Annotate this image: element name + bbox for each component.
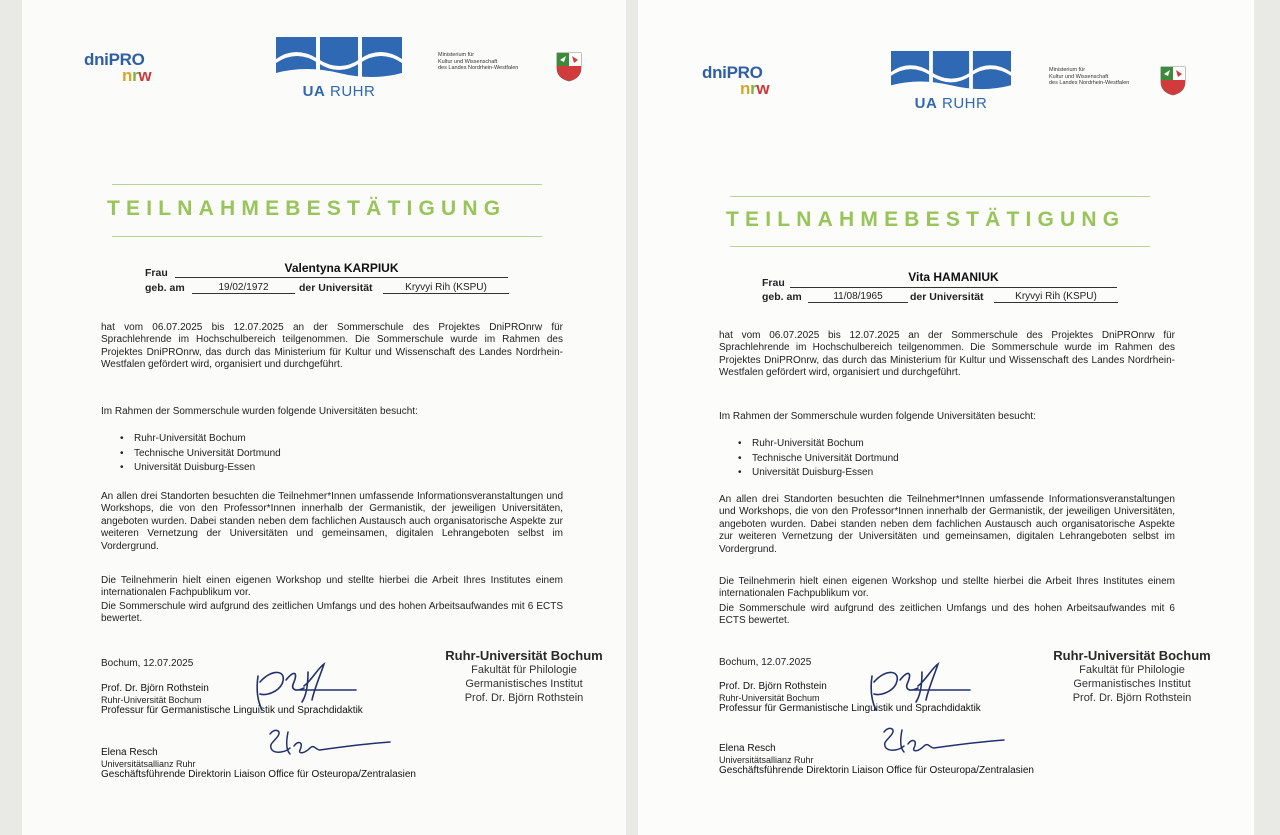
university-value: Kryvyi Rih (KSPU)	[1015, 291, 1097, 302]
signer-2-org: Universitätsallianz Ruhr	[101, 758, 196, 769]
signer-2-role: Geschäftsführende Direktorin Liaison Office für Osteuropa/Zentralasien	[101, 769, 416, 780]
ua-ruhr-logo	[890, 51, 1012, 112]
signer-1-name: Prof. Dr. Björn Rothstein	[101, 683, 209, 694]
signature-resch-icon	[264, 724, 394, 764]
paragraph-participation: hat vom 06.07.2025 bis 12.07.2025 an der Sommerschule des Projektes DniPROnrw für Sprachlehrende im Hochschulbereich teilgenommen. Die Sommerschule wurde im Rahmen des Projektes DniPROnrw, das durch das Ministerium für Kultur und Wissenschaft des Landes Nordrhein-Westfalen gefördert wird, organisiert und durchgeführt.	[101, 322, 563, 371]
paragraph-participation: hat vom 06.07.2025 bis 12.07.2025 an der Sommerschule des Projektes DniPROnrw für Sprachlehrende im Hochschulbereich teilgenommen. Die Sommerschule wurde im Rahmen des Projektes DniPROnrw, das durch das Ministerium für Kultur und Wissenschaft des Landes Nordrhein-Westfalen gefördert wird, organisiert und durchgeführt.	[719, 330, 1175, 379]
dnipro-nrw-logo	[702, 65, 769, 97]
signer-2-org: Universitätsallianz Ruhr	[719, 754, 814, 765]
place-date: Bochum, 12.07.2025	[719, 657, 812, 668]
stamp-line: Fakultät für Philologie	[471, 664, 577, 676]
ua-ruhr-wordmark: UA RUHR	[302, 83, 376, 100]
title-rule-bottom	[112, 236, 542, 237]
signer-1-name: Prof. Dr. Björn Rothstein	[719, 681, 827, 692]
stamp-line: Germanistisches Institut	[1073, 678, 1191, 690]
signer-1-org: Ruhr-Universität Bochum	[719, 692, 820, 703]
stamp-line: Germanistisches Institut	[465, 678, 583, 690]
birthdate-value: 19/02/1972	[218, 282, 269, 293]
signer-2-name: Elena Resch	[101, 747, 158, 758]
certificate-title: TEILNAHMEBESTÄTIGUNG	[107, 197, 507, 220]
paragraph-universities-intro: Im Rahmen der Sommerschule wurden folgende Universitäten besucht:	[101, 406, 418, 417]
certificate-title: TEILNAHMEBESTÄTIGUNG	[726, 208, 1126, 231]
paragraph-universities-intro: Im Rahmen der Sommerschule wurden folgende Universitäten besucht:	[719, 411, 1036, 422]
paragraph-workshop-own: Die Teilnehmerin hielt einen eigenen Workshop und stellte hierbei die Arbeit Ihres Institutes einem internationalen Fachpublikum vor.	[719, 576, 1175, 600]
ministry-logo-text: Ministerium für Kultur und Wissenschaft des Landes Nordrhein-Westfalen	[438, 52, 519, 71]
ua-ruhr-logo	[276, 37, 402, 100]
title-rule-bottom	[730, 246, 1150, 247]
paragraph-workshop-own: Die Teilnehmerin hielt einen eigenen Workshop und stellte hierbei die Arbeit Ihres Institutes einem internationalen Fachpublikum vor.	[101, 575, 563, 599]
list-item: • Universität Duisburg-Essen	[118, 461, 418, 476]
label-geb: geb. am	[762, 291, 802, 303]
signer-1-role: Professur für Germanistische Linguistik und Sprachdidaktik	[719, 703, 981, 714]
list-item: • Universität Duisburg-Essen	[736, 466, 1036, 481]
signature-rothstein-icon	[252, 660, 362, 716]
birthdate-value: 11/08/1965	[833, 291, 883, 302]
list-item: • Ruhr-Universität Bochum	[736, 437, 1036, 452]
signer-1-org: Ruhr-Universität Bochum	[101, 694, 202, 705]
university-value: Kryvyi Rih (KSPU)	[405, 282, 487, 293]
university-stamp	[1042, 648, 1222, 705]
label-frau: Frau	[762, 277, 785, 289]
stamp-title: Ruhr-Universität Bochum	[1053, 648, 1211, 663]
dnipro-logo-top: dniPRO	[702, 63, 763, 82]
stamp-line: Fakultät für Philologie	[1079, 664, 1185, 676]
ua-ruhr-wordmark: UA RUHR	[914, 95, 988, 112]
place-date: Bochum, 12.07.2025	[101, 658, 194, 669]
paragraph-workshops: An allen drei Standorten besuchten die Teilnehmer*Innen umfassende Informationsveranstaltungen und Workshops, die von den Professor*Innen innerhalb der Germanistik, der jeweiligen Universitäten, angeboten wurden. Dabei standen neben dem fachlichen Austausch auch organisatorische Aspekte zur weiteren Vernetzung der Universitäten und gemeinsamen, digitalen Lehrangeboten selbst im Vordergrund.	[101, 491, 563, 552]
signer-1-role: Professur für Germanistische Linguistik und Sprachdidaktik	[101, 705, 363, 716]
label-frau: Frau	[145, 267, 168, 279]
ministry-logo-text: Ministerium für Kultur und Wissenschaft des Landes Nordrhein-Westfalen	[1049, 67, 1130, 86]
signature-resch-icon	[878, 722, 1008, 762]
dnipro-logo-top: dniPRO	[84, 50, 145, 69]
paragraph-workshops: An allen drei Standorten besuchten die Teilnehmer*Innen umfassende Informationsveranstaltungen und Workshops, die von den Professor*Innen innerhalb der Germanistik, der jeweiligen Universitäten, angeboten wurden. Dabei standen neben dem fachlichen Austausch auch organisatorische Aspekte zur weiteren Vernetzung der Universitäten und gemeinsamen, digitalen Lehrangeboten selbst im Vordergrund.	[719, 494, 1175, 555]
nrw-crest-icon	[556, 52, 582, 82]
list-item: • Ruhr-Universität Bochum	[118, 432, 418, 447]
paragraph-ects: Die Sommerschule wird aufgrund des zeitlichen Umfangs und des hohen Arbeitsaufwandes mit 6 ECTS bewertet.	[101, 601, 563, 625]
certificate-page-left	[22, 0, 626, 835]
ua-ruhr-mark-icon	[890, 51, 1012, 91]
dnipro-logo-bottom: nrw	[122, 66, 152, 85]
signer-2-role: Geschäftsführende Direktorin Liaison Office für Osteuropa/Zentralasien	[719, 765, 1034, 776]
university-list	[118, 432, 418, 476]
university-stamp	[438, 648, 610, 705]
title-rule-top	[112, 184, 542, 185]
label-university: der Universität	[299, 282, 373, 294]
signature-rothstein-icon	[866, 660, 976, 716]
label-geb: geb. am	[145, 282, 185, 294]
list-item: • Technische Universität Dortmund	[118, 447, 418, 462]
stamp-line: Prof. Dr. Björn Rothstein	[1072, 692, 1192, 704]
dnipro-nrw-logo	[84, 52, 151, 84]
stamp-title: Ruhr-Universität Bochum	[445, 648, 603, 663]
label-university: der Universität	[910, 291, 984, 303]
university-list	[736, 437, 1036, 481]
certificate-page-right	[638, 0, 1254, 835]
title-rule-top	[730, 196, 1150, 197]
list-item: • Technische Universität Dortmund	[736, 452, 1036, 467]
signer-2-name: Elena Resch	[719, 743, 776, 754]
ua-ruhr-mark-icon	[276, 37, 402, 79]
participant-name: Vita HAMANIUK	[908, 270, 999, 284]
paragraph-ects: Die Sommerschule wird aufgrund des zeitlichen Umfangs und des hohen Arbeitsaufwandes mit 6 ECTS bewertet.	[719, 603, 1175, 627]
dnipro-logo-bottom: nrw	[740, 79, 770, 98]
stamp-line: Prof. Dr. Björn Rothstein	[464, 692, 584, 704]
participant-name: Valentyna KARPIUK	[284, 261, 399, 275]
nrw-crest-icon	[1160, 66, 1186, 96]
